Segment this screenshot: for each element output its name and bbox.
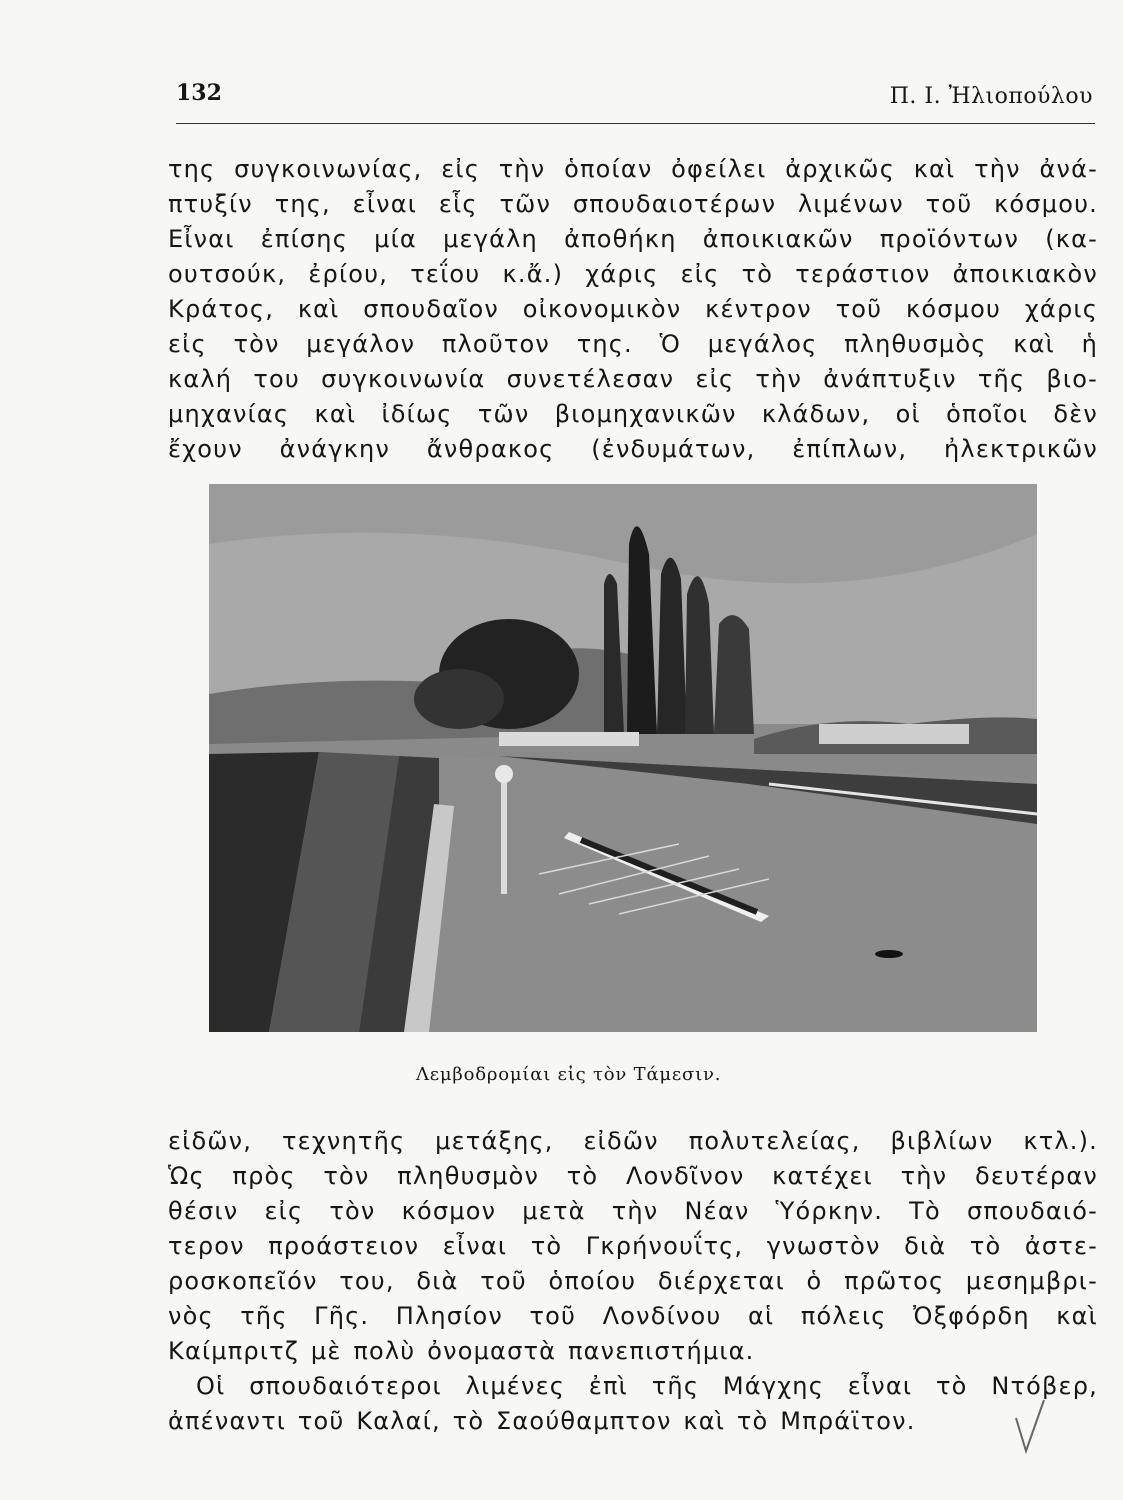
text-line: Εἶναι ἐπίσης μία μεγάλη ἀποθήκη ἀποικιακῶν προϊόντων (κα-: [168, 225, 1098, 253]
text-line: μηχανίας καὶ ἰδίως τῶν βιομηχανικῶν κλάδων, οἱ ὁποῖοι δὲν: [168, 400, 1098, 428]
text-line: ροσκοπεῖόν του, διὰ τοῦ ὁποίου διέρχεται ὁ πρῶτος μεσημβρι-: [168, 1267, 1098, 1295]
text-line: Ὡς πρὸς τὸν πληθυσμὸν τὸ Λονδῖνον κατέχει τὴν δευτέραν: [168, 1162, 1098, 1190]
text-line: της συγκοινωνίας, εἰς τὴν ὁποίαν ὀφείλει ἀρχικῶς καὶ τὴν ἀνά-: [168, 155, 1098, 183]
text-line: τερον προάστειον εἶναι τὸ Γκρήνουΐτς, γνωστὸν διὰ τὸ ἀστε-: [168, 1232, 1098, 1260]
text-line: εἰς τὸν μεγάλον πλοῦτον της. Ὁ μεγάλος πληθυσμὸς καὶ ἡ: [168, 330, 1098, 358]
text-line: ουτσούκ, ἐρίου, τεΐου κ.ἄ.) χάρις εἰς τὸ τεράστιον ἀποικιακὸν: [168, 260, 1098, 288]
text-line: Καίμπριτζ μὲ πολὺ ὀνομαστὰ πανεπιστήμια.: [168, 1337, 755, 1365]
body-text-top: [168, 152, 1098, 467]
rowing-regatta-photo: [209, 484, 1037, 1032]
running-head: Π. Ι. Ἠλιοπούλου: [889, 84, 1093, 109]
text-line: ἀπέναντι τοῦ Καλαί, τὸ Σαούθαμπτον καὶ τὸ Μπράϊτον.: [168, 1407, 916, 1435]
text-line: Οἱ σπουδαιότεροι λιμένες ἐπὶ τῆς Μάγχης εἶναι τὸ Ντόβερ,: [196, 1372, 1098, 1400]
figure-caption: Λεμβοδρομίαι εἰς τὸν Τάμεσιν.: [416, 1064, 722, 1085]
pencil-check-mark: [1010, 1396, 1050, 1456]
header-rule: [176, 123, 1095, 124]
text-line: ἔχουν ἀνάγκην ἄνθρακος (ἐνδυμάτων, ἐπίπλων, ἠλεκτρικῶν: [168, 435, 1098, 463]
text-line: εἰδῶν, τεχνητῆς μετάξης, εἰδῶν πολυτελείας, βιβλίων κτλ.).: [168, 1127, 1098, 1155]
page-number: 132: [176, 80, 222, 106]
text-line: Κράτος, καὶ σπουδαῖον οἰκονομικὸν κέντρον τοῦ κόσμου χάρις: [168, 295, 1098, 323]
text-line: πτυξίν της, εἶναι εἷς τῶν σπουδαιοτέρων λιμένων τοῦ κόσμου.: [168, 190, 1098, 218]
text-line: θέσιν εἰς τὸν κόσμον μετὰ τὴν Νέαν Ὑόρκην. Τὸ σπουδαιό-: [168, 1197, 1098, 1225]
text-line: καλή του συγκοινωνία συνετέλεσαν εἰς τὴν ἀνάπτυξιν τῆς βιο-: [168, 365, 1098, 393]
body-text-bottom: [168, 1124, 1098, 1439]
text-line: νὸς τῆς Γῆς. Πλησίον τοῦ Λονδίνου αἱ πόλεις Ὀξφόρδη καὶ: [168, 1302, 1098, 1330]
